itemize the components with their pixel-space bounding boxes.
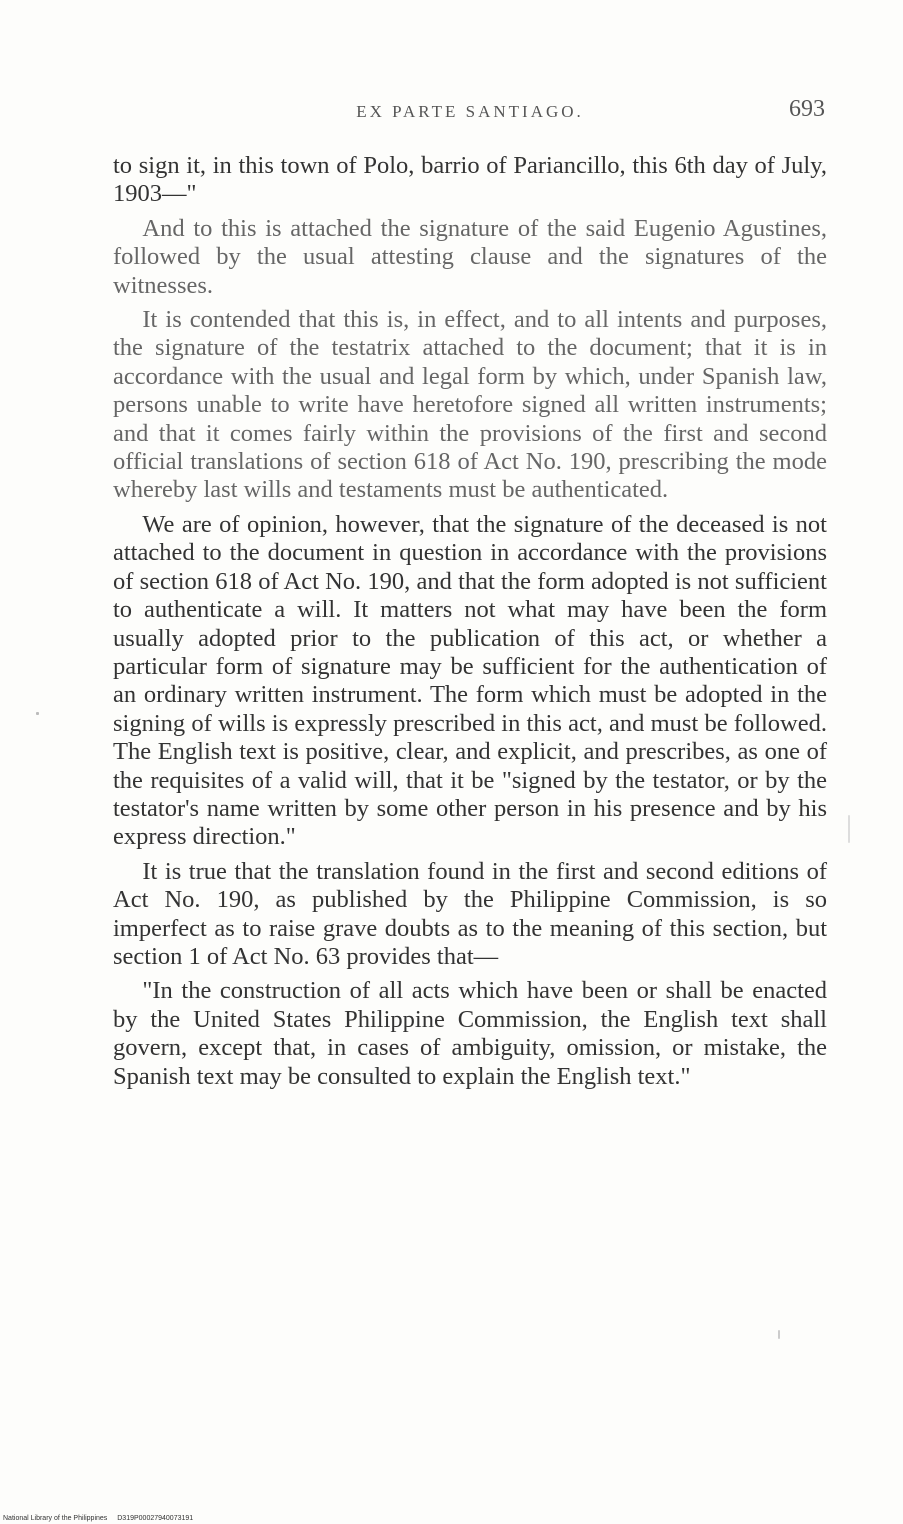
scan-speck bbox=[848, 815, 850, 843]
paragraph-signature-attached: And to this is attached the signature of the said Eugenio Agustines, followed by the usual attesting clause and the signatures of the witnesses. bbox=[113, 214, 827, 299]
scan-speck bbox=[36, 712, 39, 715]
page-header bbox=[113, 92, 827, 128]
scan-speck bbox=[778, 1330, 780, 1339]
paragraph-opinion: We are of opinion, however, that the signature of the deceased is not attached to the document in question in accordance with the provisions of section 618 of Act No. 190, and that the form adopted is not sufficient to authenticate a will. It matters not what may have been the form usually adopted prior to the publication of this act, or whether a particular form of signature may be sufficient for the authentication of an ordinary written instrument. The form which must be adopted in the signing of wills is expressly prescribed in this act, and must be followed. The English text is positive, clear, and explicit, and prescribes, as one of the requisites of a valid will, that it be "signed by the testator, or by the testator's name written by some other person in his presence and by his express direction." bbox=[113, 510, 827, 851]
body-text bbox=[113, 152, 827, 1091]
running-title: EX PARTE SANTIAGO. bbox=[356, 102, 584, 121]
scan-footer bbox=[3, 1515, 193, 1522]
paragraph-quoted-act: "In the construction of all acts which have been or shall be enacted by the United States Philippine Commission, the English text shall govern, except that, in cases of ambiguity, omission, or mistake, the Spanish text may be consulted to explain the English text." bbox=[113, 977, 827, 1090]
page-number: 693 bbox=[789, 96, 825, 122]
footer-identifier: D319P00027940073191 bbox=[117, 1515, 194, 1522]
footer-source: National Library of the Philippines bbox=[3, 1515, 108, 1522]
paragraph-continuation: to sign it, in this town of Polo, barrio of Pariancillo, this 6th day of July, 1903—" bbox=[113, 152, 827, 208]
paragraph-contention: It is contended that this is, in effect, and to all intents and purposes, the signature of the testatrix attached to the document; that it is in accordance with the usual and legal form by which, under Spanish law, persons unable to write have heretofore signed all written instruments; and that it comes fairly within the provisions of the first and second official translations of section 618 of Act No. 190, prescribing the mode whereby last wills and testaments must be authenticated. bbox=[113, 306, 827, 504]
paragraph-translation: It is true that the translation found in the first and second editions of Act No. 190, as published by the Philippine Commission, is so imperfect as to raise grave doubts as to the meaning of this section, but section 1 of Act No. 63 provides that— bbox=[113, 857, 827, 970]
